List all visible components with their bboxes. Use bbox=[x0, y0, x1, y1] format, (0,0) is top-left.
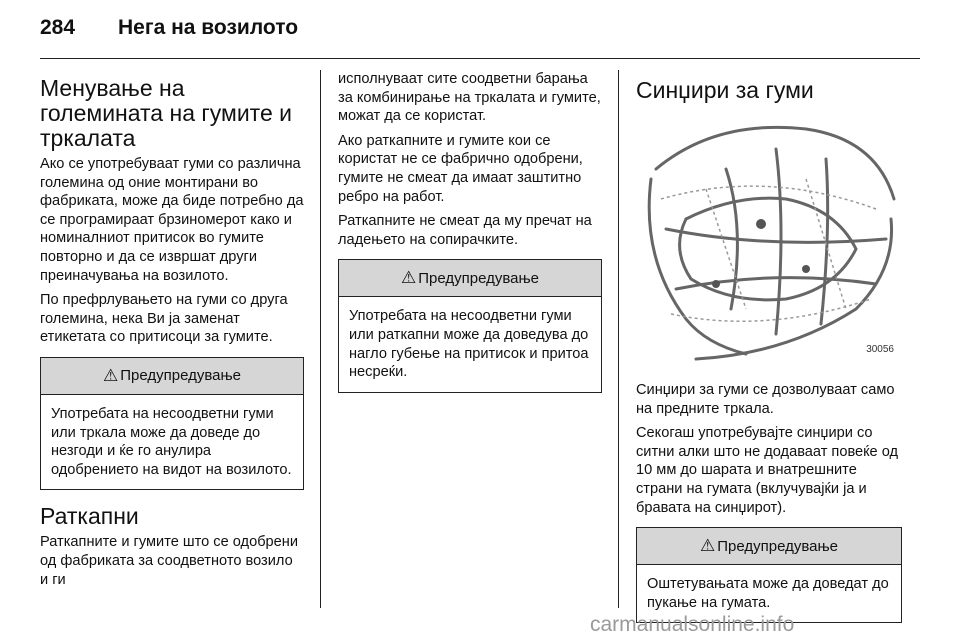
column-1 bbox=[40, 70, 304, 595]
warning-box bbox=[40, 357, 304, 490]
column-divider-1 bbox=[320, 70, 321, 608]
running-title: Нега на возилото bbox=[118, 16, 299, 39]
watermark: carmanualsonline.info bbox=[590, 613, 795, 636]
section-heading-hubcaps: Раткапни bbox=[40, 503, 139, 530]
warning-triangle-icon: ⚠ bbox=[699, 536, 716, 556]
warning-title: Предупредување bbox=[418, 269, 540, 287]
warning-box bbox=[636, 527, 902, 623]
header-rule bbox=[40, 58, 920, 59]
page-number: 284 bbox=[40, 16, 76, 39]
paragraph: Раткапните не смеат да му пречат на ладењето на сопирачките. bbox=[338, 213, 592, 248]
warning-body: Употребата на несоодветни гуми или тркала може да доведе до незгоди и ќе го анулира одобрението на видот на возилото. bbox=[51, 405, 292, 478]
warning-title: Предупредување bbox=[717, 537, 839, 555]
paragraph: Ако раткапните и гумите кои се користат не се фабрично одобрени, гумите не смеат да имаат заштитно ребро на работ. bbox=[338, 132, 583, 205]
warning-body: Оштетувањата може да доведат до пукање на гумата. bbox=[647, 576, 889, 611]
warning-box bbox=[338, 259, 602, 392]
warning-header bbox=[41, 358, 303, 395]
column-divider-2 bbox=[618, 70, 619, 608]
paragraph: Ако се употребуваат гуми со различна големина од оние монтирани во фабриката, може да биде потребно да се програмираат брзиномерот како и номиналниот притисок во гумите повторно и да се извршат други преиначувања на возилото. bbox=[40, 156, 304, 284]
section-heading-snow-chains: Синџири за гуми bbox=[636, 77, 814, 103]
paragraph: исполнуваат сите соодветни барања за комбинирање на тркалата и гумите, можат да се користат. bbox=[338, 71, 601, 125]
section-heading-tire-size: Менување на големината на гумите и тркалата bbox=[40, 75, 292, 151]
snow-chain-drawing bbox=[636, 109, 902, 369]
paragraph: Синџири за гуми се дозволуваат само на предните тркала. bbox=[636, 382, 895, 417]
figure-number: 30056 bbox=[866, 344, 894, 355]
column-3 bbox=[636, 70, 902, 637]
warning-header bbox=[339, 260, 601, 297]
paragraph: Раткапните и гумите што се одобрени од фабриката за соодветното возило и ги bbox=[40, 534, 298, 588]
warning-triangle-icon: ⚠ bbox=[400, 268, 417, 288]
paragraph: Секогаш употребувајте синџири со ситни алки што не додаваат повеќе од 10 мм до шарата и внатрешните страни на гумата (вклучувајќи ја и бравата на синџирот). bbox=[636, 425, 899, 516]
warning-body: Употребата на несоодветни гуми или раткапни може да доведува до нагло губење на притисок и притоа несреќи. bbox=[349, 308, 589, 381]
page-header bbox=[0, 0, 960, 60]
column-2 bbox=[338, 70, 602, 407]
warning-title: Предупредување bbox=[120, 367, 242, 385]
paragraph: По префрлувањето на гуми со друга големина, нека Ви ја заменат етикетата со притисоци за гумите. bbox=[40, 292, 288, 346]
snow-chain-illustration bbox=[636, 109, 902, 369]
warning-header bbox=[637, 528, 901, 565]
warning-triangle-icon: ⚠ bbox=[102, 365, 119, 385]
